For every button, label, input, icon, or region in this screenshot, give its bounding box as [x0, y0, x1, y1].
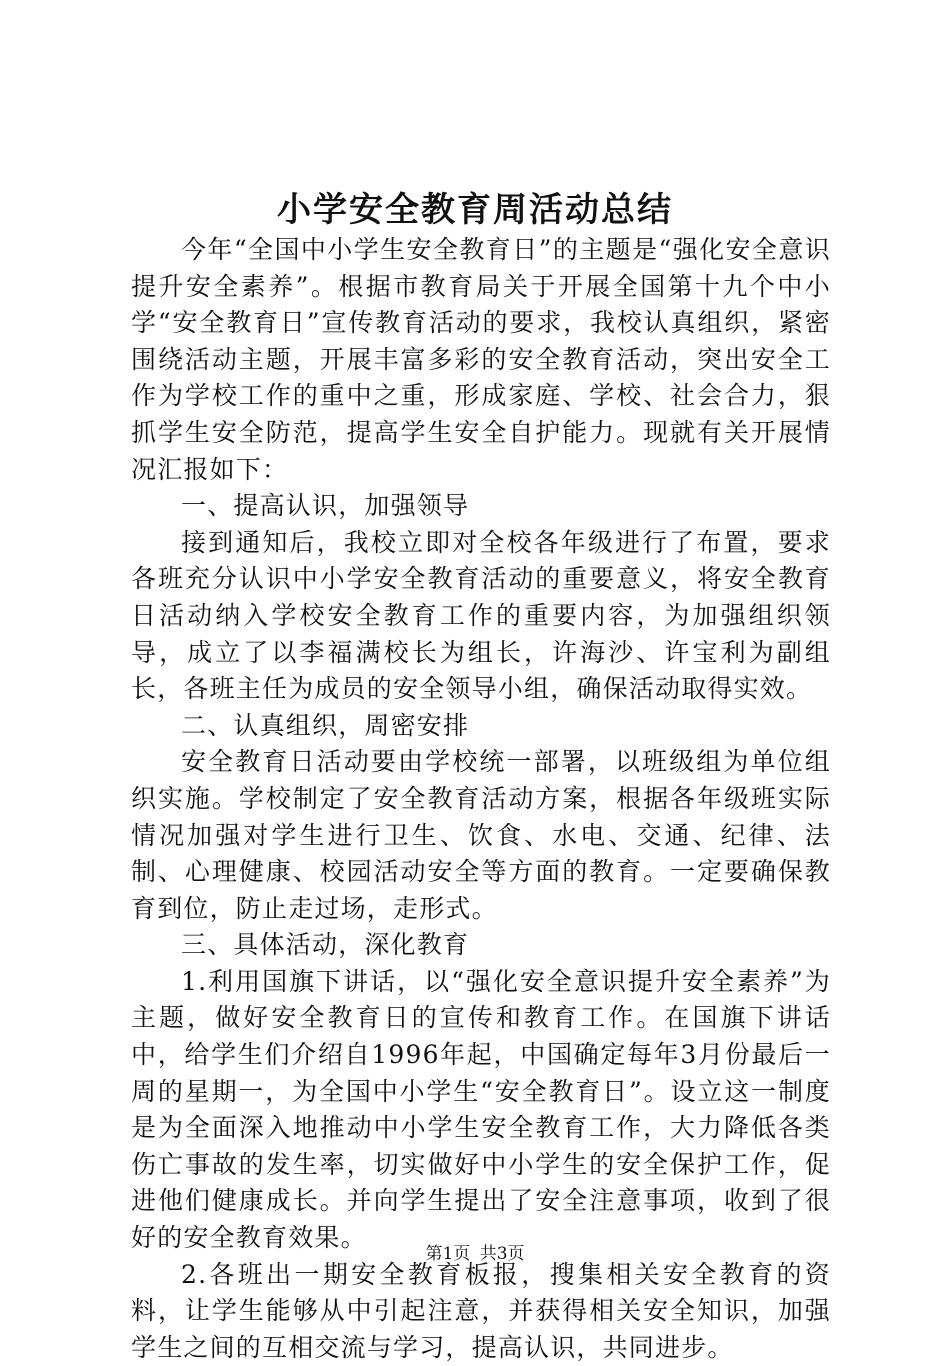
page-footer — [0, 1242, 950, 1266]
section-2-paragraph: 安全教育日活动要由学校统一部署，以班级组为单位组织实施。学校制定了安全教育活动方案，根据各年级班实际情况加强对学生进行卫生、饮食、水电、交通、纪律、法制、心理健康、校园活动安全等方面的教育。一定要确保教育到位，防止走过场，走形式。 — [131, 747, 831, 923]
section-heading-2: 二、认真组织，周密安排 — [181, 710, 470, 740]
document-title: 小学安全教育周活动总结 — [277, 190, 673, 230]
section-heading-1: 一、提高认识，加强领导 — [181, 491, 470, 521]
activity-item-2: 2.各班出一期安全教育板报，搜集相关安全教育的资料，让学生能够从中引起注意，并获得相关安全知识，加强学生之间的互相交流与学习，提高认识，共同进步。 — [131, 1259, 831, 1362]
activity-item-1: 1.利用国旗下讲话，以“强化安全意识提升安全素养”为主题，做好安全教育日的宣传和教育工作。在国旗下讲话中，给学生们介绍自1996年起，中国确定每年3月份最后一周的星期一，为全国中小学生“安全教育日”。设立这一制度是为全面深入地推动中小学生安全教育工作，大力降低各类伤亡事故的发生率，切实做好中小学生的安全保护工作，促进他们健康成长。并向学生提出了安全注意事项，收到了很好的安全教育效果。 — [131, 966, 831, 1253]
section-1-paragraph: 接到通知后，我校立即对全校各年级进行了布置，要求各班充分认识中小学安全教育活动的重要意义，将安全教育日活动纳入学校安全教育工作的重要内容，为加强组织领导，成立了以李福满校长为组长，许海沙、许宝利为副组长，各班主任为成员的安全领导小组，确保活动取得实效。 — [131, 527, 831, 704]
page-total: 共3页 — [479, 1244, 525, 1264]
intro-paragraph: 今年“全国中小学生安全教育日”的主题是“强化安全意识提升安全素养”。根据市教育局关于开展全国第十九个中小学“安全教育日”宣传教育活动的要求，我校认真组织，紧密围绕活动主题，开展丰富多彩的安全教育活动，突出安全工作为学校工作的重中之重，形成家庭、学校、社会合力，狠抓学生安全防范，提高学生安全自护能力。现就有关开展情况汇报如下： — [131, 235, 831, 484]
page-number: 第1页 — [425, 1244, 471, 1264]
document-body — [131, 232, 831, 1366]
section-heading-3: 三、具体活动，深化教育 — [181, 930, 470, 960]
